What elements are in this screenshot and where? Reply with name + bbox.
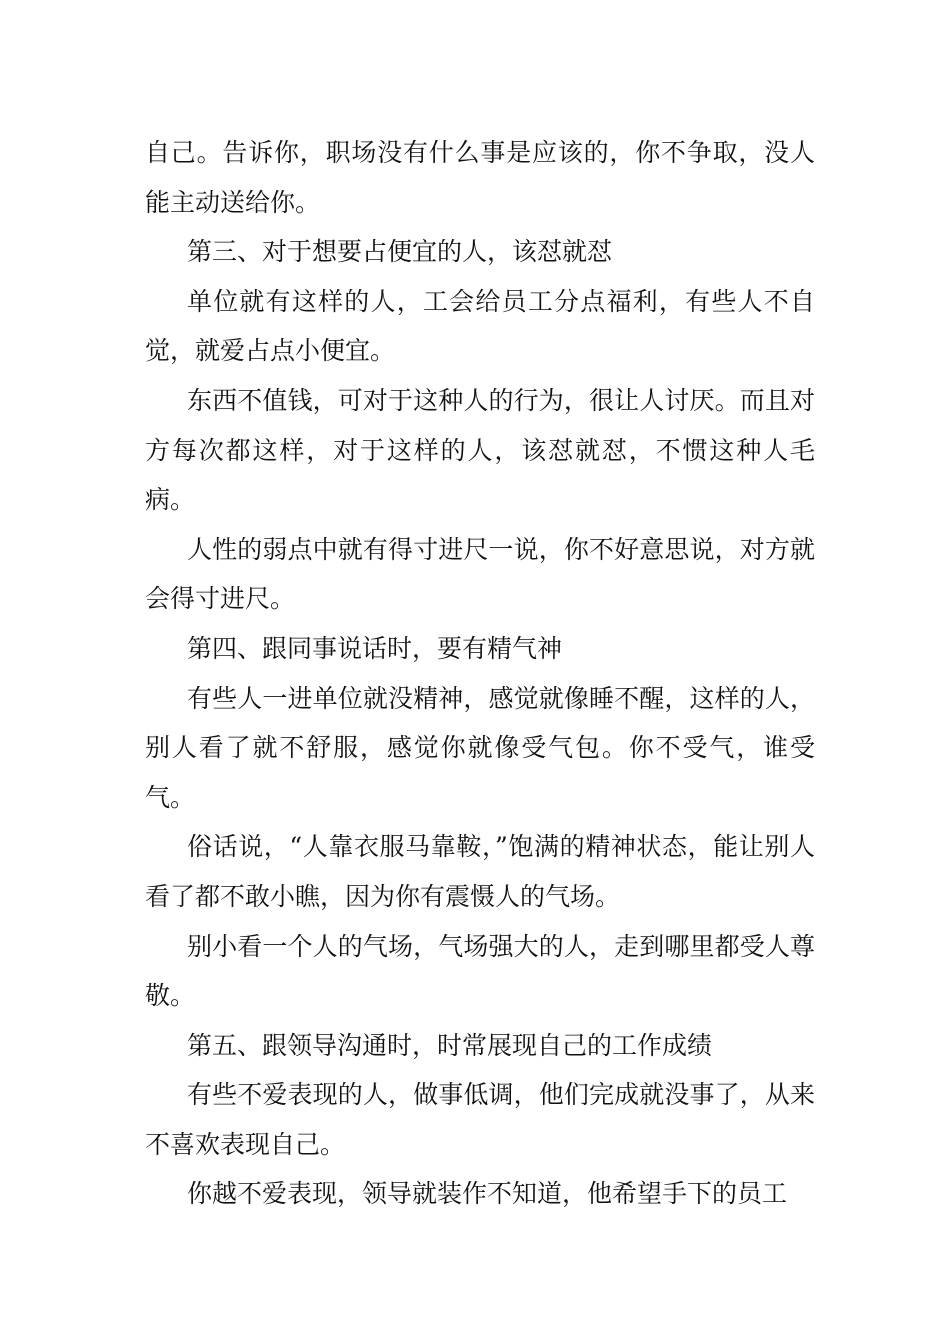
- paragraph: 东西不值钱，可对于这种人的行为，很让人讨厌。而且对方每次都这样，对于这样的人，该怼就怼，不惯这种人毛病。: [145, 385, 815, 515]
- section-heading: 第五、跟领导沟通时，时常展现自己的工作成绩: [187, 1030, 713, 1060]
- paragraph: 单位就有这样的人，工会给员工分点福利，有些人不自觉，就爱占点小便宜。: [145, 286, 815, 366]
- paragraph: 自己。告诉你，职场没有什么事是应该的，你不争取，没人能主动送给你。: [145, 138, 815, 217]
- section-heading: 第三、对于想要占便宜的人，该怼就怼: [187, 237, 613, 267]
- body-text: [145, 128, 815, 1219]
- paragraph: 别小看一个人的气场，气场强大的人，走到哪里都受人尊敬。: [145, 931, 815, 1011]
- paragraph: 人性的弱点中就有得寸进尺一说，你不好意思说，对方就会得寸进尺。: [145, 534, 815, 614]
- paragraph: 有些不爱表现的人，做事低调，他们完成就没事了，从来不喜欢表现自己。: [145, 1080, 815, 1159]
- paragraph: 有些人一进单位就没精神，感觉就像睡不醒，这样的人，别人看了就不舒服，感觉你就像受气包。你不受气，谁受气。: [145, 683, 815, 812]
- paragraph: 俗话说，“人靠衣服马靠鞍，”饱满的精神状态，能让别人看了都不敢小瞧，因为你有震慑人的气场。: [145, 832, 815, 911]
- section-heading: 第四、跟同事说话时，要有精气神: [187, 633, 563, 663]
- paragraph: 你越不爱表现，领导就装作不知道，他希望手下的员工: [187, 1179, 788, 1209]
